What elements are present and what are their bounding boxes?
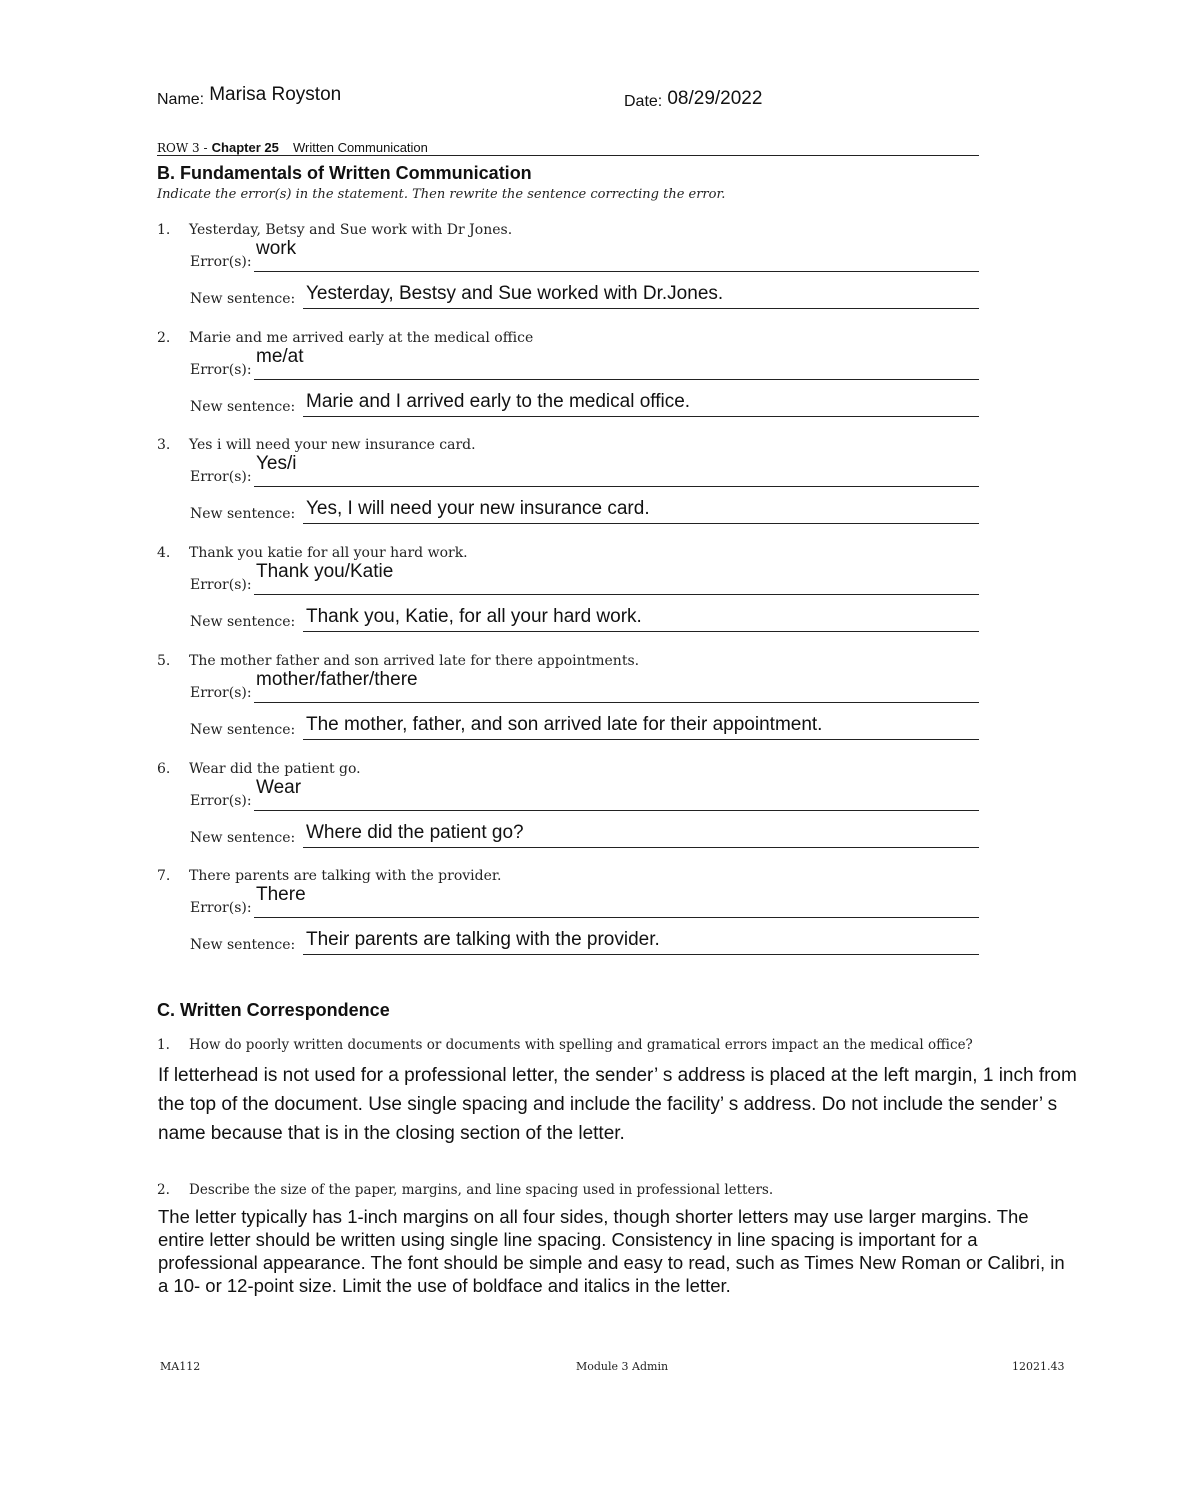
error-field-answer[interactable]: me/at [256, 346, 304, 367]
course-label: ROW 3 - [157, 141, 208, 155]
date-value: 08/29/2022 [667, 88, 763, 109]
question-number: 1. [157, 1037, 170, 1053]
new-sentence-field-label: New sentence: [190, 291, 296, 307]
error-field-label: Error(s): [190, 469, 252, 485]
new-sentence-field-1[interactable] [190, 279, 979, 309]
new-sentence-field-answer[interactable]: Yes, I will need your new insurance card. [306, 498, 650, 519]
error-field-answer[interactable]: mother/father/there [256, 669, 418, 690]
question-3 [157, 437, 979, 453]
error-field-label: Error(s): [190, 362, 252, 378]
question-number: 3. [157, 437, 171, 453]
name-row [157, 84, 342, 110]
answer-line [254, 456, 979, 487]
new-sentence-field-3[interactable] [190, 494, 979, 524]
statement-text: The mother father and son arrived late for there appointments. [189, 653, 640, 669]
new-sentence-field-answer[interactable]: Thank you, Katie, for all your hard work. [306, 606, 642, 627]
new-sentence-field-label: New sentence: [190, 399, 296, 415]
chapter-line [157, 140, 979, 156]
error-field-1[interactable] [190, 238, 979, 272]
section-c-question-1 [157, 1037, 973, 1053]
new-sentence-field-label: New sentence: [190, 614, 296, 630]
new-sentence-field-5[interactable] [190, 710, 979, 740]
name-label: Name: [157, 91, 205, 108]
error-field-label: Error(s): [190, 254, 252, 270]
footer-code: 12021.43 [1012, 1360, 1065, 1373]
statement-text: Marie and me arrived early at the medical office [189, 330, 534, 346]
question-6 [157, 761, 979, 777]
section-c-answer-2[interactable]: The letter typically has 1-inch margins on all four sides, though shorter letters may use larger margins. The entire letter should be written using single line spacing. Consistency in line spacing is important for a professional appearance. The font should be simple and easy to read, such as Times New Roman or Calibri, in a 10- or 12-point size. Limit the use of boldface and italics in the letter. [158, 1206, 1065, 1296]
question-text: How do poorly written documents or documents with spelling and gramatical errors impact an the medical office? [189, 1037, 973, 1053]
section-c-question-2 [157, 1182, 773, 1198]
statement-text: Wear did the patient go. [189, 761, 361, 777]
name-value: Marisa Royston [209, 84, 342, 105]
new-sentence-field-label: New sentence: [190, 830, 296, 846]
error-field-label: Error(s): [190, 577, 252, 593]
new-sentence-field-label: New sentence: [190, 937, 296, 953]
question-5 [157, 653, 979, 669]
question-number: 2. [157, 330, 171, 346]
error-field-answer[interactable]: There [256, 884, 306, 905]
error-field-label: Error(s): [190, 685, 252, 701]
error-field-3[interactable] [190, 453, 979, 487]
chapter-divider [157, 155, 979, 156]
error-field-6[interactable] [190, 777, 979, 811]
error-field-label: Error(s): [190, 900, 252, 916]
section-b-instructions: Indicate the error(s) in the statement. Then rewrite the sentence correcting the error. [157, 187, 726, 202]
new-sentence-field-answer[interactable]: Marie and I arrived early to the medical office. [306, 391, 691, 412]
new-sentence-field-answer[interactable]: The mother, father, and son arrived late for their appointment. [306, 714, 823, 735]
question-number: 7. [157, 868, 171, 884]
error-field-answer[interactable]: work [256, 238, 297, 259]
statement-text: There parents are talking with the provider. [189, 868, 502, 884]
new-sentence-field-7[interactable] [190, 925, 979, 955]
question-number: 6. [157, 761, 171, 777]
new-sentence-field-label: New sentence: [190, 722, 296, 738]
answer-line [254, 887, 979, 918]
error-field-answer[interactable]: Thank you/Katie [256, 561, 394, 582]
footer-module: Module 3 Admin [576, 1360, 669, 1373]
chapter-label: Chapter 25 [211, 140, 279, 155]
new-sentence-field-label: New sentence: [190, 506, 296, 522]
error-field-7[interactable] [190, 884, 979, 918]
section-c-answer-1[interactable]: If letterhead is not used for a professional letter, the sender’ s address is placed at the left margin, 1 inch from the top of the document. Use single spacing and include the facility’ s address. Do not include the sender’ s name because that is in the closing section of the letter. [158, 1065, 1077, 1144]
statement-text: Thank you katie for all your hard work. [189, 545, 468, 561]
question-number: 1. [157, 222, 171, 238]
date-label: Date: [624, 93, 663, 110]
new-sentence-field-6[interactable] [190, 818, 979, 848]
question-number: 2. [157, 1182, 170, 1198]
section-b-title: B. Fundamentals of Written Communication [157, 163, 532, 183]
error-field-answer[interactable]: Wear [256, 777, 302, 798]
error-field-answer[interactable]: Yes/i [256, 453, 297, 474]
new-sentence-field-2[interactable] [190, 387, 979, 417]
date-row [624, 90, 762, 112]
question-number: 5. [157, 653, 171, 669]
new-sentence-field-answer[interactable]: Their parents are talking with the provider. [306, 929, 660, 950]
answer-line [254, 780, 979, 811]
section-c-title: C. Written Correspondence [157, 1000, 390, 1020]
question-2 [157, 330, 979, 346]
answer-line [254, 241, 979, 272]
error-field-4[interactable] [190, 561, 979, 595]
statement-text: Yes i will need your new insurance card. [189, 437, 476, 453]
statement-text: Yesterday, Betsy and Sue work with Dr Jones. [189, 222, 513, 238]
footer-course: MA112 [160, 1360, 201, 1373]
error-field-2[interactable] [190, 346, 979, 380]
question-7 [157, 868, 979, 884]
question-number: 4. [157, 545, 171, 561]
chapter-topic: Written Communication [293, 140, 428, 155]
new-sentence-field-answer[interactable]: Yesterday, Bestsy and Sue worked with Dr.Jones. [306, 283, 724, 304]
answer-line [254, 349, 979, 380]
new-sentence-field-answer[interactable]: Where did the patient go? [306, 822, 524, 843]
new-sentence-field-4[interactable] [190, 602, 979, 632]
error-field-5[interactable] [190, 669, 979, 703]
question-text: Describe the size of the paper, margins, and line spacing used in professional letters. [189, 1182, 774, 1198]
error-field-label: Error(s): [190, 793, 252, 809]
question-1 [157, 222, 979, 238]
question-4 [157, 545, 979, 561]
